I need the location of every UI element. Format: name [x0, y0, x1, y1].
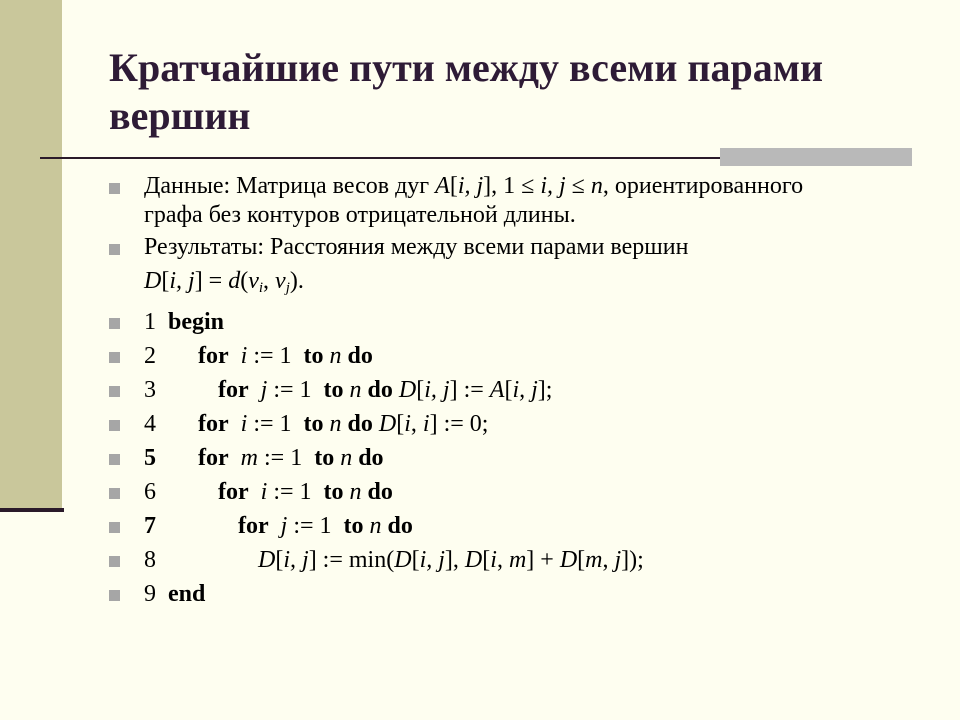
- square-bullet-icon: [109, 318, 120, 329]
- code-line-6: 6 for i := 1 to n do: [108, 475, 908, 509]
- code-line-9: 9 end: [108, 577, 908, 611]
- code-line-5: 5 for m := 1 to n do: [108, 441, 908, 475]
- slide-content: [108, 172, 908, 611]
- square-bullet-icon: [109, 454, 120, 465]
- code-line-8: 8 D[i, j] := min(D[i, j], D[i, m] + D[m, j]);: [108, 543, 908, 577]
- square-bullet-icon: [109, 352, 120, 363]
- output-description: Результаты: Расстояния между всеми парами вершин D[i, $j] = d(v_i$, $v_j$).: [108, 233, 908, 305]
- square-bullet-icon: [109, 590, 120, 601]
- output-label: Результаты:: [144, 234, 264, 260]
- square-bullet-icon: [109, 556, 120, 567]
- code-line-1: 1 begin: [108, 305, 908, 339]
- input-description: Данные: Матрица весов дуг A[i, j], 1 ≤ i, j ≤ n, ориентированного графа без контуров отрицательной длины.: [108, 172, 908, 233]
- square-bullet-icon: [109, 488, 120, 499]
- code-line-4: 4 for i := 1 to n do D[i, i] := 0;: [108, 407, 908, 441]
- input-label: Данные:: [144, 173, 231, 199]
- square-bullet-icon: [109, 183, 120, 194]
- code-line-7: 7 for j := 1 to n do: [108, 509, 908, 543]
- sidebar-decoration: [0, 0, 62, 510]
- slide-title: Кратчайшие пути между всеми парами вершин: [109, 45, 823, 138]
- code-line-2: 2 for i := 1 to n do: [108, 339, 908, 373]
- square-bullet-icon: [109, 522, 120, 533]
- code-line-3: 3 for j := 1 to n do D[i, j] := A[i, j];: [108, 373, 908, 407]
- sidebar-edge: [0, 508, 64, 512]
- square-bullet-icon: [109, 420, 120, 431]
- input-line2: графа без контуров отрицательной длины.: [144, 202, 576, 228]
- title-divider-accent: [720, 148, 912, 166]
- square-bullet-icon: [109, 386, 120, 397]
- output-formula: D[i, $j] = d(v_i$, $v_j$).: [144, 268, 304, 296]
- square-bullet-icon: [109, 244, 120, 255]
